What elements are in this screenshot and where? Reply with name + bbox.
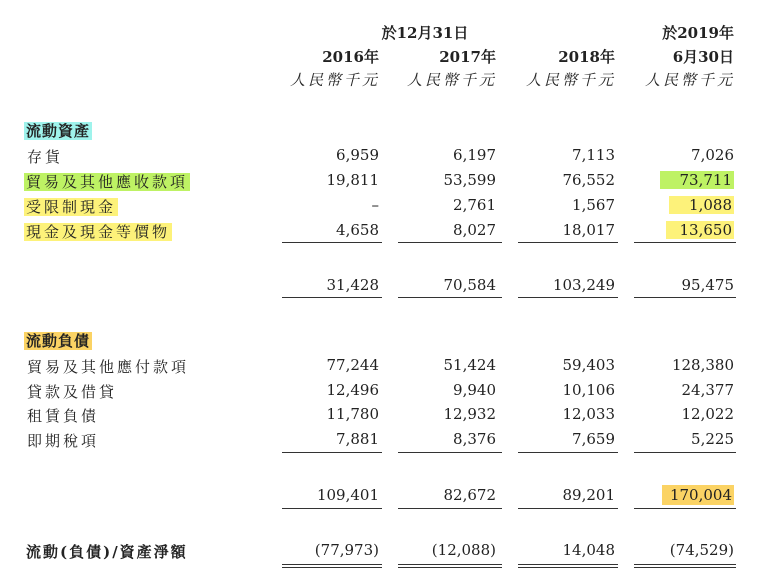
row-label-cash: 現金及現金等價物 (26, 223, 171, 241)
double-rule (398, 564, 502, 568)
cell: 6,959 (336, 146, 379, 164)
rule (518, 297, 618, 298)
col-2017-header: 2017年 (439, 48, 496, 66)
cell: 8,376 (453, 430, 496, 448)
unit-2018: 人民幣千元 (525, 71, 616, 89)
col-2016-header: 2016年 (322, 48, 379, 66)
net-2018: 14,048 (562, 541, 615, 559)
rule (634, 452, 736, 453)
double-rule (282, 564, 382, 568)
total-liabilities-2016: 109,401 (316, 486, 379, 504)
cell: 12,932 (443, 405, 496, 423)
total-assets-2019: 95,475 (681, 276, 734, 294)
current-assets-title: 流動資產 (26, 122, 91, 140)
net-2016: (77,973) (314, 541, 379, 559)
row-label-restricted-cash: 受限制現金 (26, 198, 117, 216)
cell: 7,659 (572, 430, 615, 448)
cell: 128,380 (671, 356, 734, 374)
row-label-receivables: 貿易及其他應收款項 (26, 173, 189, 191)
rule (518, 452, 618, 453)
row-label-inventory: 存貨 (27, 148, 64, 166)
double-rule (518, 564, 618, 568)
rule (282, 242, 382, 243)
total-liabilities-2018: 89,201 (562, 486, 615, 504)
cell: 7,881 (336, 430, 379, 448)
rule (634, 242, 736, 243)
cell: 2,761 (453, 196, 496, 214)
net-2019: (74,529) (669, 541, 734, 559)
net-2017: (12,088) (431, 541, 496, 559)
cell: – (371, 196, 379, 214)
cell: 12,033 (562, 405, 615, 423)
unit-2016: 人民幣千元 (289, 71, 380, 89)
cell: 6,197 (453, 146, 496, 164)
total-assets-2017: 70,584 (443, 276, 496, 294)
total-assets-2016: 31,428 (326, 276, 379, 294)
cell: 8,027 (453, 221, 496, 239)
cell: 7,026 (691, 146, 734, 164)
cell: 9,940 (453, 381, 496, 399)
cell: 24,377 (681, 381, 734, 399)
rule (282, 297, 382, 298)
cell: 5,225 (691, 430, 734, 448)
current-liabilities-title: 流動負債 (26, 332, 91, 350)
cell: 76,552 (562, 171, 615, 189)
cell-highlight: 13,650 (584, 221, 734, 239)
unit-2019: 人民幣千元 (644, 71, 735, 89)
rule (518, 242, 618, 243)
cell: 1,567 (572, 196, 615, 214)
cell: 12,496 (326, 381, 379, 399)
date-group-header: 於12月31日 (381, 24, 469, 42)
cell-highlight: 73,711 (584, 171, 734, 189)
rule (282, 452, 382, 453)
rule (634, 297, 736, 298)
row-label-loans: 貸款及借貸 (27, 383, 118, 401)
row-label-tax: 即期稅項 (27, 432, 100, 450)
cell: 19,811 (326, 171, 379, 189)
total-assets-2018: 103,249 (552, 276, 615, 294)
col-2019-header-line2: 6月30日 (672, 48, 734, 66)
double-rule (634, 564, 736, 568)
cell-highlight: 1,088 (584, 196, 734, 214)
rule (282, 508, 382, 509)
rule (634, 508, 736, 509)
total-liabilities-2017: 82,672 (443, 486, 496, 504)
cell: 12,022 (681, 405, 734, 423)
cell: 18,017 (562, 221, 615, 239)
net-label: 流動(負債)/資產淨額 (26, 543, 188, 561)
rule (398, 297, 502, 298)
rule (398, 242, 502, 243)
rule (398, 452, 502, 453)
unit-2017: 人民幣千元 (406, 71, 497, 89)
cell: 77,244 (326, 356, 379, 374)
cell: 4,658 (336, 221, 379, 239)
cell: 59,403 (562, 356, 615, 374)
rule (398, 508, 502, 509)
col-2018-header: 2018年 (558, 48, 615, 66)
cell: 7,113 (572, 146, 615, 164)
col-2019-header-line1: 於2019年 (662, 24, 734, 42)
cell: 11,780 (326, 405, 379, 423)
total-liabilities-2019: 170,004 (584, 486, 734, 504)
cell: 10,106 (562, 381, 615, 399)
rule (518, 508, 618, 509)
row-label-payables: 貿易及其他應付款項 (27, 358, 190, 376)
cell: 51,424 (443, 356, 496, 374)
cell: 53,599 (443, 171, 496, 189)
row-label-lease: 租賃負債 (27, 407, 100, 425)
